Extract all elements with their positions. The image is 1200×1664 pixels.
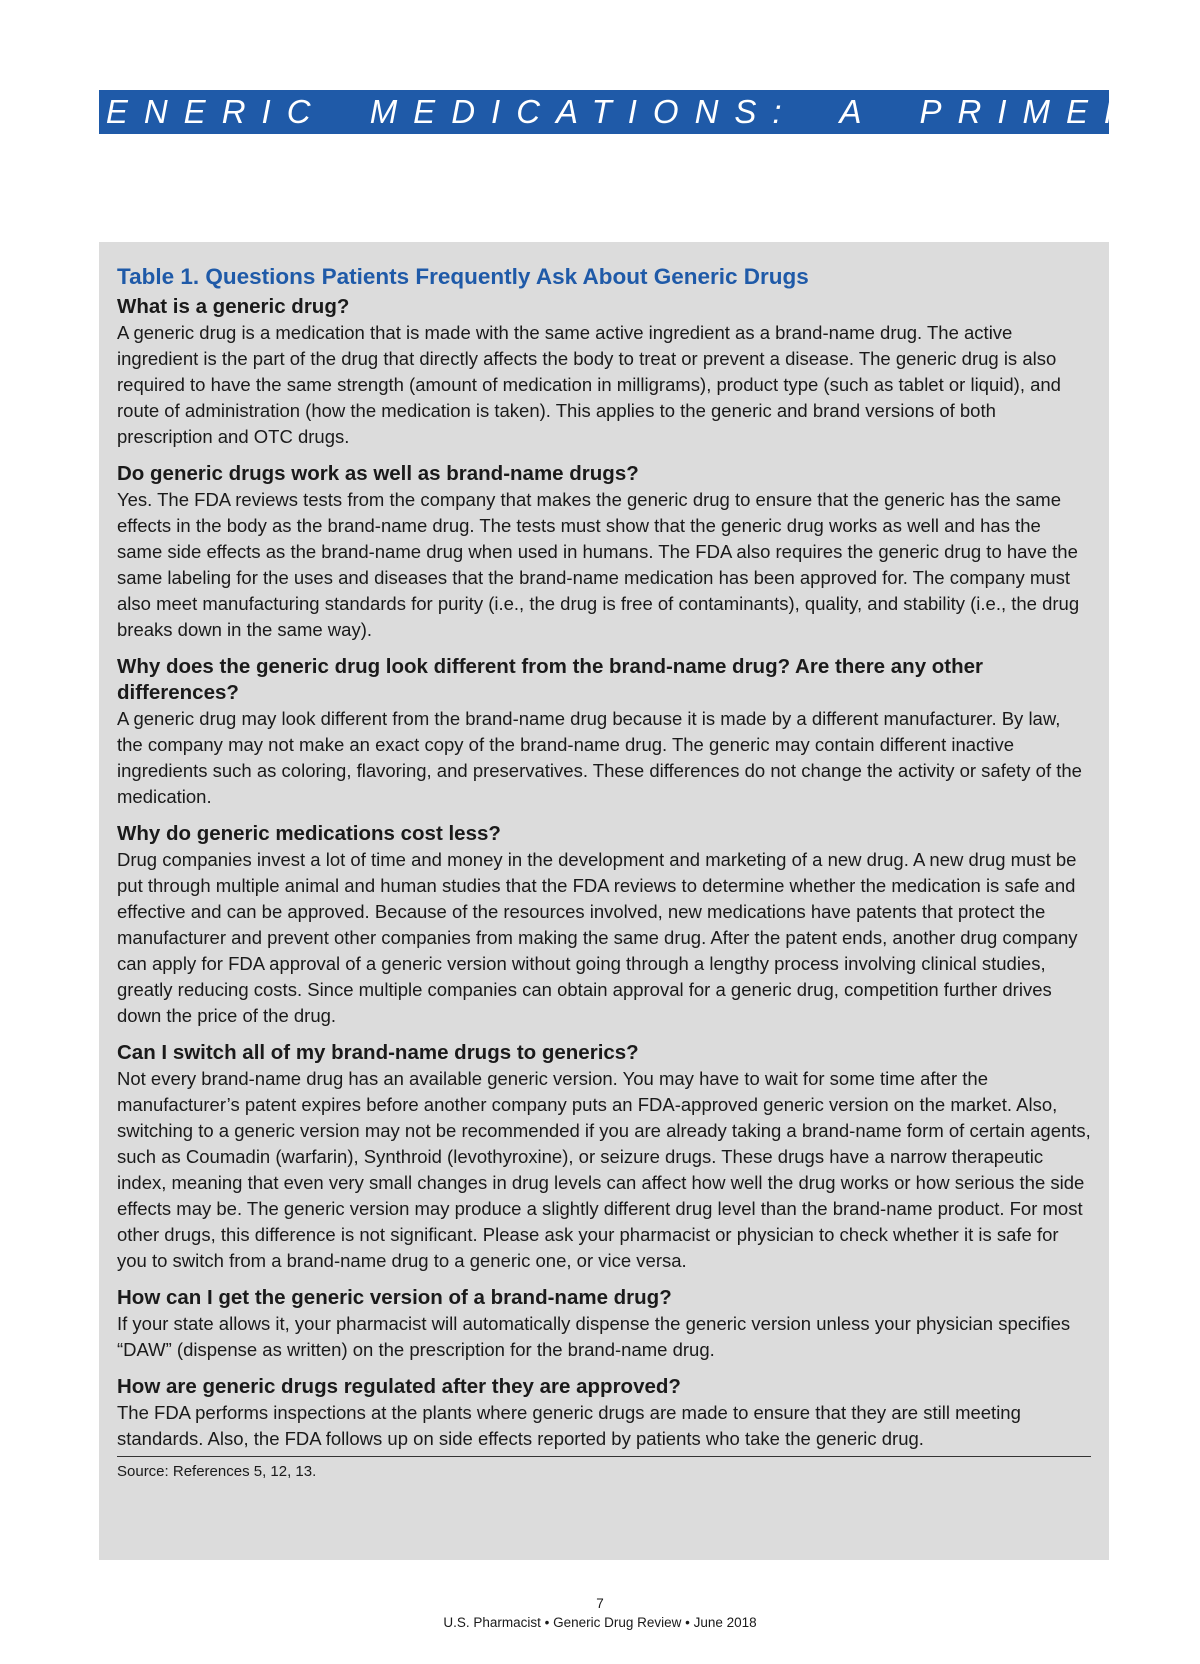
- answer: Drug companies invest a lot of time and money in the development and marketing of a new drug. A new drug must be put through multiple animal and human studies that the FDA reviews to determine whether the medication is safe and effective and can be approved. Because of the resources involved, new medications have patents that protect the manufacturer and prevent other companies from making the same drug. After the patent ends, another drug company can apply for FDA approval of a generic version without going through a lengthy process involving clinical studies, greatly reducing costs. Since multiple companies can obtain approval for a generic drug, competition further drives down the price of the drug.: [117, 849, 1078, 1026]
- faq-table-panel: [99, 242, 1109, 1560]
- divider: [117, 1456, 1091, 1457]
- answer: A generic drug may look different from the brand-name drug because it is made by a different manufacturer. By law, the company may not make an exact copy of the brand-name drug. The generic may contain different inactive ingredients such as coloring, flavoring, and preservatives. These differences do not change the activity or safety of the medication.: [117, 708, 1082, 807]
- question: What is a generic drug?: [117, 295, 350, 318]
- question: Can I switch all of my brand-name drugs to generics?: [117, 1041, 639, 1064]
- answer: A generic drug is a medication that is made with the same active ingredient as a brand-name drug. The active ingredient is the part of the drug that directly affects the body to treat or prevent a disease. The generic drug is also required to have the same strength (amount of medication in milligrams), product type (such as tablet or liquid), and route of administration (how the medication is taken). This applies to the generic and brand versions of both prescription and OTC drugs.: [117, 322, 1061, 447]
- banner-title: GENERIC MEDICATIONS: A PRIMER: [64, 93, 1144, 130]
- qa-item: [117, 654, 1091, 810]
- qa-item: [117, 1374, 1091, 1452]
- qa-item: [117, 294, 1091, 450]
- header-banner: [64, 90, 1144, 134]
- question: Why does the generic drug look different from the brand-name drug? Are there any other differences?: [117, 655, 984, 704]
- qa-item: [117, 461, 1091, 643]
- qa-item: [117, 1040, 1091, 1274]
- table-title: Table 1. Questions Patients Frequently Ask About Generic Drugs: [117, 264, 809, 289]
- question: Do generic drugs work as well as brand-name drugs?: [117, 462, 639, 485]
- qa-item: [117, 821, 1091, 1029]
- page-number: 7: [596, 1596, 604, 1611]
- qa-item: [117, 1285, 1091, 1363]
- answer: If your state allows it, your pharmacist will automatically dispense the generic version unless your physician specifies “DAW” (dispense as written) on the prescription for the brand-name drug.: [117, 1313, 1071, 1360]
- journal-footer: U.S. Pharmacist • Generic Drug Review • June 2018: [443, 1615, 757, 1630]
- source-note: Source: References 5, 12, 13.: [117, 1463, 317, 1480]
- question: How can I get the generic version of a brand-name drug?: [117, 1286, 672, 1309]
- answer: Yes. The FDA reviews tests from the company that makes the generic drug to ensure that the generic has the same effects in the body as the brand-name drug. The tests must show that the generic drug works as well and has the same side effects as the brand-name drug when used in humans. The FDA also requires the generic drug to have the same labeling for the uses and diseases that the brand-name medication has been approved for. The company must also meet manufacturing standards for purity (i.e., the drug is free of contaminants), quality, and stability (i.e., the drug breaks down in the same way).: [117, 489, 1080, 640]
- answer: Not every brand-name drug has an available generic version. You may have to wait for some time after the manufacturer’s patent expires before another company puts an FDA-approved generic version on the market. Also, switching to a generic version may not be recommended if you are already taking a brand-name form of certain agents, such as Coumadin (warfarin), Synthroid (levothyroxine), or seizure drugs. These drugs have a narrow therapeutic index, meaning that even very small changes in drug levels can affect how well the drug works or how serious the side effects may be. The generic version may produce a slightly different drug level than the brand-name product. For most other drugs, this difference is not significant. Please ask your pharmacist or physician to check whether it is safe for you to switch from a brand-name drug to a generic one, or vice versa.: [117, 1068, 1091, 1271]
- question: Why do generic medications cost less?: [117, 822, 501, 845]
- answer: The FDA performs inspections at the plants where generic drugs are made to ensure that they are still meeting standards. Also, the FDA follows up on side effects reported by patients who take the generic drug.: [117, 1402, 1021, 1449]
- question: How are generic drugs regulated after they are approved?: [117, 1375, 681, 1398]
